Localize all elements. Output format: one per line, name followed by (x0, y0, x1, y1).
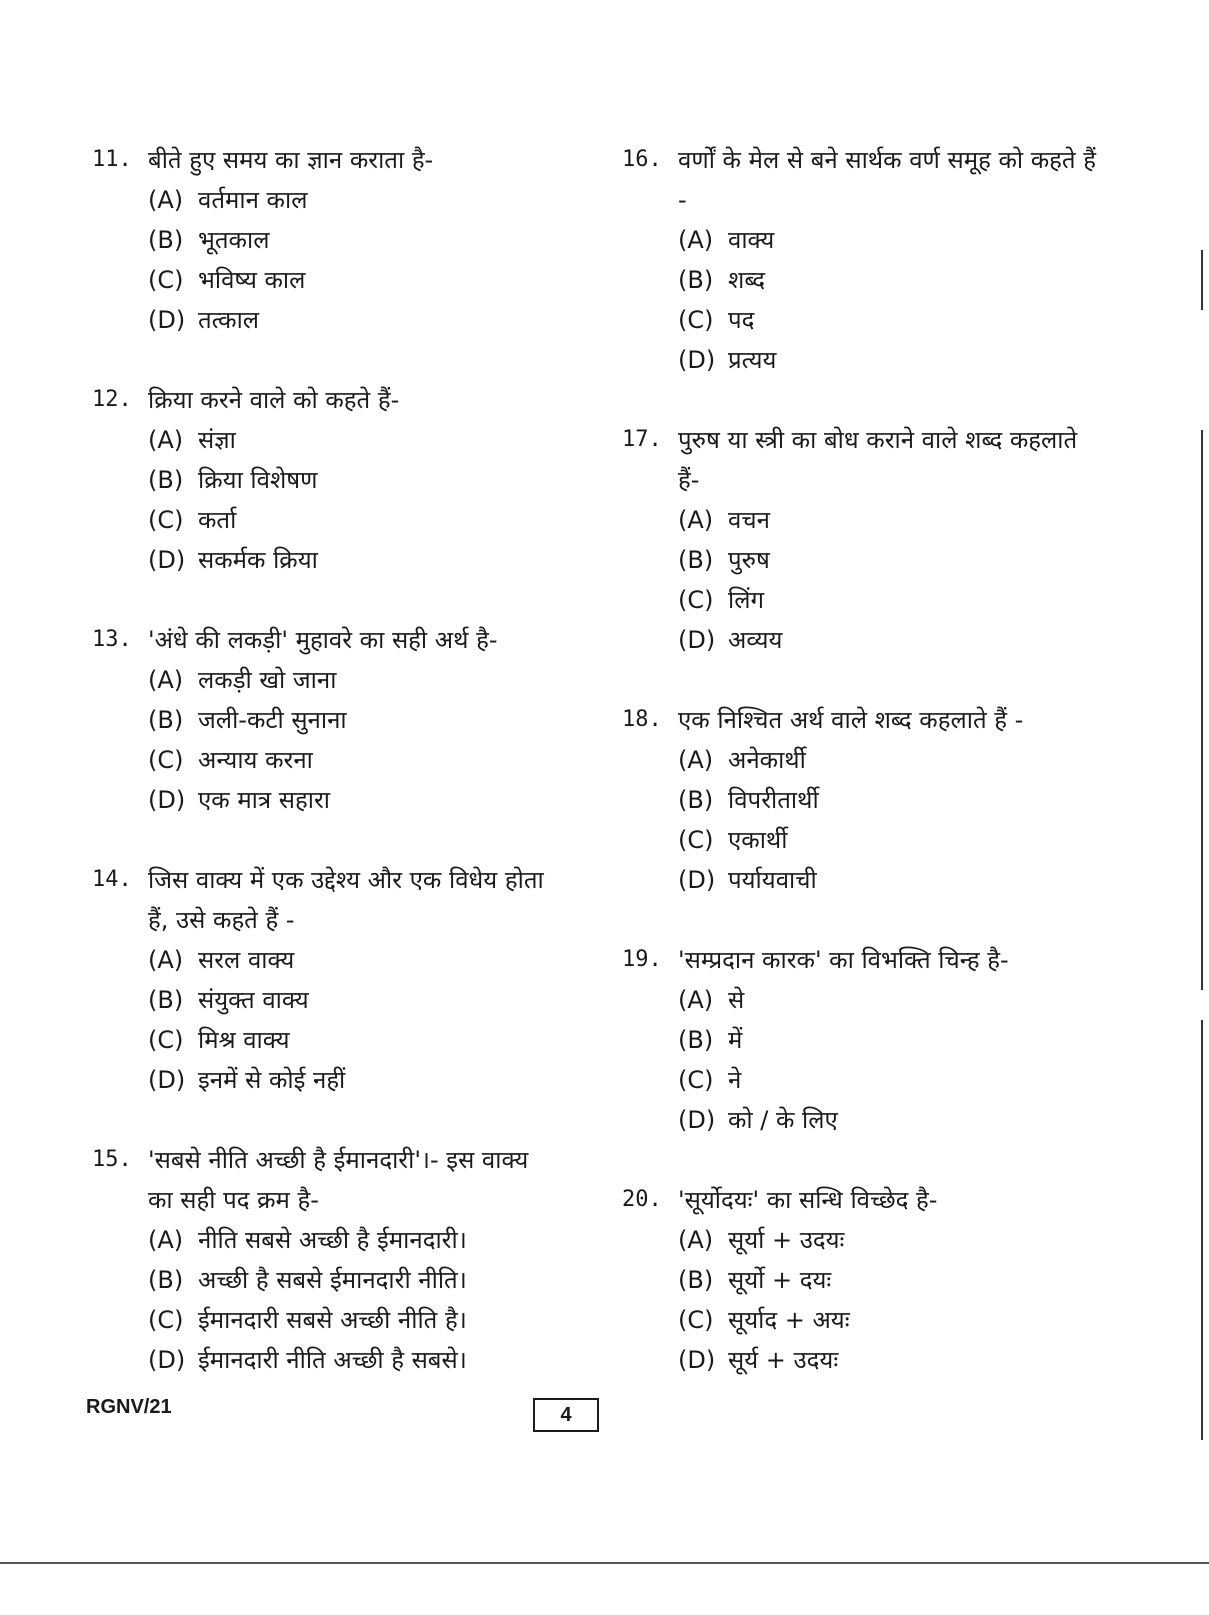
option-a[interactable] (148, 1220, 592, 1260)
question-number: 15. (92, 1147, 132, 1172)
option-label: (C) (148, 506, 184, 534)
option-label: (B) (678, 786, 714, 814)
option-label: (C) (678, 306, 714, 334)
option-text: संज्ञा (198, 426, 236, 454)
option-text: पर्यायवाची (728, 866, 817, 894)
option-label: (D) (678, 346, 716, 374)
option-text: सूर्यो + दयः (728, 1266, 832, 1294)
option-label: (A) (678, 226, 714, 254)
option-label: (C) (678, 1306, 714, 1334)
question-number: 11. (92, 147, 132, 172)
question-text: वर्णों के मेल से बने सार्थक वर्ण समूह को कहते हैं - (678, 146, 1096, 214)
option-c[interactable] (678, 300, 1122, 340)
option-d[interactable] (678, 1340, 1122, 1380)
option-list (148, 420, 592, 580)
option-label: (B) (148, 226, 184, 254)
option-label: (D) (678, 1106, 716, 1134)
question-number: 18. (622, 707, 662, 732)
option-text: सकर्मक क्रिया (198, 546, 318, 574)
option-text: से (728, 986, 745, 1014)
option-text: सरल वाक्य (198, 946, 295, 974)
option-text: कर्ता (198, 506, 237, 534)
option-text: एकार्थी (728, 826, 788, 854)
option-text: को / के लिए (728, 1106, 838, 1134)
option-a[interactable] (148, 180, 592, 220)
option-a[interactable] (678, 1220, 1122, 1260)
option-text: ईमानदारी नीति अच्छी है सबसे। (198, 1346, 467, 1374)
option-label: (C) (678, 826, 714, 854)
option-a[interactable] (678, 740, 1122, 780)
option-label: (D) (148, 306, 186, 334)
scan-edge-mark (1201, 250, 1203, 310)
option-c[interactable] (148, 740, 592, 780)
option-d[interactable] (148, 1060, 592, 1100)
question-17 (622, 420, 1122, 660)
question-number: 16. (622, 147, 662, 172)
option-list (148, 940, 592, 1100)
option-c[interactable] (148, 1300, 592, 1340)
option-c[interactable] (148, 500, 592, 540)
option-text: वर्तमान काल (198, 186, 308, 214)
option-label: (A) (678, 986, 714, 1014)
option-label: (D) (678, 866, 716, 894)
option-d[interactable] (148, 1340, 592, 1380)
option-list (148, 180, 592, 340)
option-label: (A) (678, 746, 714, 774)
option-text: अन्याय करना (198, 746, 313, 774)
option-text: तत्काल (198, 306, 260, 334)
option-label: (A) (148, 426, 184, 454)
option-list (678, 500, 1122, 660)
option-label: (C) (148, 1306, 184, 1334)
option-text: संयुक्त वाक्य (198, 986, 309, 1014)
option-b[interactable] (148, 460, 592, 500)
option-label: (C) (678, 586, 714, 614)
option-label: (A) (148, 186, 184, 214)
option-label: (B) (148, 706, 184, 734)
option-a[interactable] (678, 220, 1122, 260)
option-text: इनमें से कोई नहीं (198, 1066, 346, 1094)
option-c[interactable] (148, 1020, 592, 1060)
option-d[interactable] (678, 1100, 1122, 1140)
option-text: अच्छी है सबसे ईमानदारी नीति। (198, 1266, 467, 1294)
option-text: प्रत्यय (728, 346, 777, 374)
option-b[interactable] (678, 1020, 1122, 1060)
question-number: 20. (622, 1187, 662, 1212)
option-list (148, 1220, 592, 1380)
option-text: नीति सबसे अच्छी है ईमानदारी। (198, 1226, 467, 1254)
option-label: (A) (148, 666, 184, 694)
option-d[interactable] (678, 340, 1122, 380)
question-text: बीते हुए समय का ज्ञान कराता है- (148, 146, 434, 174)
option-a[interactable] (678, 500, 1122, 540)
question-14 (92, 860, 592, 1100)
question-text: क्रिया करने वाले को कहते हैं- (148, 386, 400, 414)
option-text: वचन (728, 506, 770, 534)
option-d[interactable] (148, 540, 592, 580)
option-list (678, 1220, 1122, 1380)
option-b[interactable] (148, 220, 592, 260)
question-19 (622, 940, 1122, 1140)
question-18 (622, 700, 1122, 900)
option-text: सूर्या + उदयः (728, 1226, 845, 1254)
option-label: (A) (148, 946, 184, 974)
option-text: विपरीतार्थी (728, 786, 819, 814)
option-b[interactable] (148, 1260, 592, 1300)
option-label: (A) (678, 1226, 714, 1254)
question-number: 13. (92, 627, 132, 652)
option-label: (B) (678, 1026, 714, 1054)
option-text: में (728, 1026, 743, 1054)
option-text: लिंग (728, 586, 764, 614)
question-16 (622, 140, 1122, 380)
option-list (148, 660, 592, 820)
option-label: (C) (678, 1066, 714, 1094)
question-12 (92, 380, 592, 580)
question-text: 'सबसे नीति अच्छी है ईमानदारी'।- इस वाक्य का सही पद क्रम है- (148, 1146, 529, 1214)
question-text: जिस वाक्य में एक उद्देश्य और एक विधेय होता हैं, उसे कहते हैं - (148, 866, 544, 934)
scan-edge-mark (1201, 1020, 1203, 1440)
right-question-column (622, 140, 1122, 1380)
question-number: 14. (92, 867, 132, 892)
option-label: (A) (148, 1226, 184, 1254)
option-text: पद (728, 306, 755, 334)
option-label: (D) (678, 1346, 716, 1374)
option-text: अव्यय (728, 626, 783, 654)
option-label: (B) (678, 266, 714, 294)
option-text: मिश्र वाक्य (198, 1026, 290, 1054)
question-text: 'सम्प्रदान कारक' का विभक्ति चिन्ह है- (678, 946, 1009, 974)
option-text: ईमानदारी सबसे अच्छी नीति है। (198, 1306, 467, 1334)
option-label: (B) (148, 466, 184, 494)
option-text: एक मात्र सहारा (198, 786, 330, 814)
option-text: जली-कटी सुनाना (198, 706, 347, 734)
option-c[interactable] (678, 1060, 1122, 1100)
option-label: (B) (148, 986, 184, 1014)
option-label: (B) (678, 1266, 714, 1294)
option-label: (D) (148, 786, 186, 814)
option-label: (D) (148, 546, 186, 574)
option-text: लकड़ी खो जाना (198, 666, 337, 694)
question-text: 'अंधे की लकड़ी' मुहावरे का सही अर्थ है- (148, 626, 498, 654)
scan-edge-mark (1201, 430, 1203, 990)
option-a[interactable] (148, 420, 592, 460)
option-c[interactable] (678, 580, 1122, 620)
question-text: एक निश्चित अर्थ वाले शब्द कहलाते हैं - (678, 706, 1024, 734)
question-number: 12. (92, 387, 132, 412)
option-b[interactable] (678, 260, 1122, 300)
option-list (678, 220, 1122, 380)
option-d[interactable] (148, 300, 592, 340)
option-a[interactable] (148, 940, 592, 980)
option-text: अनेकार्थी (728, 746, 806, 774)
left-question-column (92, 140, 592, 1380)
option-d[interactable] (678, 860, 1122, 900)
option-d[interactable] (148, 780, 592, 820)
page-number: 4 (533, 1398, 599, 1432)
booklet-code: RGNV/21 (86, 1396, 172, 1418)
option-list (678, 740, 1122, 900)
option-text: ने (728, 1066, 742, 1094)
option-list (678, 980, 1122, 1140)
option-text: वाक्य (728, 226, 775, 254)
question-20 (622, 1180, 1122, 1380)
option-text: सूर्य + उदयः (728, 1346, 839, 1374)
option-c[interactable] (678, 1300, 1122, 1340)
option-text: शब्द (728, 266, 766, 294)
option-label: (D) (678, 626, 716, 654)
option-text: पुरुष (728, 546, 770, 574)
option-b[interactable] (148, 980, 592, 1020)
option-label: (C) (148, 746, 184, 774)
option-label: (D) (148, 1066, 186, 1094)
question-13 (92, 620, 592, 820)
option-a[interactable] (678, 980, 1122, 1020)
option-d[interactable] (678, 620, 1122, 660)
option-b[interactable] (678, 540, 1122, 580)
option-c[interactable] (148, 260, 592, 300)
question-number: 19. (622, 947, 662, 972)
option-b[interactable] (678, 1260, 1122, 1300)
option-text: भविष्य काल (198, 266, 306, 294)
question-number: 17. (622, 427, 662, 452)
option-label: (A) (678, 506, 714, 534)
question-11 (92, 140, 592, 340)
question-text: 'सूर्योदयः' का सन्धि विच्छेद है- (678, 1186, 938, 1214)
option-label: (C) (148, 1026, 184, 1054)
option-c[interactable] (678, 820, 1122, 860)
option-label: (C) (148, 266, 184, 294)
option-label: (B) (148, 1266, 184, 1294)
option-a[interactable] (148, 660, 592, 700)
question-text: पुरुष या स्त्री का बोध कराने वाले शब्द कहलाते हैं- (678, 426, 1078, 494)
option-text: भूतकाल (198, 226, 270, 254)
option-label: (B) (678, 546, 714, 574)
question-15 (92, 1140, 592, 1380)
option-b[interactable] (678, 780, 1122, 820)
bottom-divider (0, 1562, 1209, 1564)
option-label: (D) (148, 1346, 186, 1374)
option-text: क्रिया विशेषण (198, 466, 318, 494)
option-text: सूर्याद + अयः (728, 1306, 850, 1334)
option-b[interactable] (148, 700, 592, 740)
